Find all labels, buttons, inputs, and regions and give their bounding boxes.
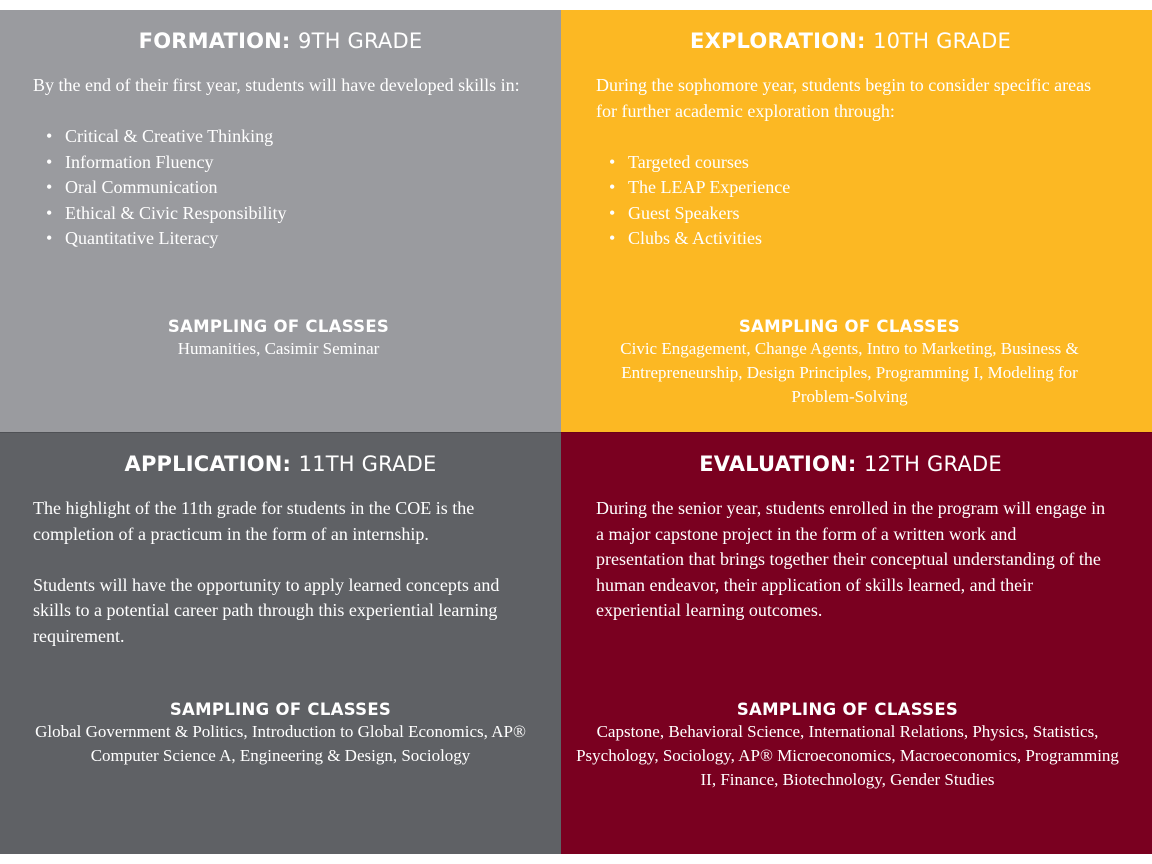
sampling-title: SAMPLING OF CLASSES: [169, 700, 392, 719]
evaluation-heading: [561, 450, 1152, 478]
evaluation-panel: [561, 432, 1152, 854]
formation-intro: By the end of their first year, students will have developed skills in:: [33, 75, 520, 95]
evaluation-sampling: [561, 699, 1152, 792]
list-item: • Oral Communication: [33, 175, 533, 201]
list-item: • The LEAP Experience: [596, 175, 1106, 201]
application-heading-grade: 11TH GRADE: [298, 452, 437, 476]
sampling-classes: Civic Engagement, Change Agents, Intro to Marketing, Business & Entrepreneurship, Design Principles, Programming I, Modeling for Problem-Solving: [620, 339, 1079, 406]
sampling-title: SAMPLING OF CLASSES: [738, 317, 961, 336]
evaluation-paragraph: During the senior year, students enrolled in the program will engage in a major capstone project in the form of a written work and presentation that brings together their conceptual understanding of the human endeavor, their application of skills learned, and their experiential learning outcomes.: [596, 498, 1106, 620]
application-panel: [0, 432, 561, 854]
list-item: • Information Fluency: [33, 150, 533, 176]
evaluation-heading-grade: 12TH GRADE: [863, 452, 1002, 476]
list-item: • Quantitative Literacy: [33, 226, 533, 252]
exploration-body: [596, 73, 1106, 252]
application-paragraph: Students will have the opportunity to apply learned concepts and skills to a potential career path through this experiential learning requirement.: [33, 574, 500, 646]
list-item: • Clubs & Activities: [596, 226, 1106, 252]
application-sampling: [0, 699, 561, 768]
formation-skill-list: [33, 124, 533, 252]
exploration-heading: [561, 27, 1152, 55]
sampling-title: SAMPLING OF CLASSES: [736, 700, 959, 719]
formation-body: [33, 73, 533, 252]
list-item: • Ethical & Civic Responsibility: [33, 201, 533, 227]
sampling-classes: Global Government & Politics, Introduction to Global Economics, AP® Computer Science A, Engineering & Design, Sociology: [35, 722, 526, 765]
formation-sampling: [0, 316, 561, 361]
evaluation-body: [596, 496, 1106, 624]
formation-heading-label: FORMATION:: [138, 29, 291, 53]
evaluation-heading-label: EVALUATION:: [699, 452, 857, 476]
list-item: • Critical & Creative Thinking: [33, 124, 533, 150]
application-heading-label: APPLICATION:: [124, 452, 292, 476]
application-paragraph: The highlight of the 11th grade for students in the COE is the completion of a practicum in the form of an internship.: [33, 498, 475, 544]
application-body: [33, 496, 533, 649]
exploration-heading-label: EXPLORATION:: [690, 29, 866, 53]
formation-heading: [0, 27, 561, 55]
exploration-panel: [561, 10, 1152, 432]
application-heading: [0, 450, 561, 478]
list-item: • Targeted courses: [596, 150, 1106, 176]
exploration-intro: During the sophomore year, students begin to consider specific areas for further academic exploration through:: [596, 75, 1092, 121]
formation-heading-grade: 9TH GRADE: [298, 29, 423, 53]
sampling-title: SAMPLING OF CLASSES: [167, 317, 390, 336]
exploration-list: [596, 150, 1106, 252]
exploration-sampling: [561, 316, 1152, 409]
sampling-classes: Humanities, Casimir Seminar: [177, 339, 380, 358]
list-item: • Guest Speakers: [596, 201, 1106, 227]
exploration-heading-grade: 10TH GRADE: [873, 29, 1011, 53]
sampling-classes: Capstone, Behavioral Science, International Relations, Physics, Statistics, Psychology, Sociology, AP® Microeconomics, Macroeconomics, Programming II, Finance, Biotechnology, Gender Studies: [576, 722, 1119, 789]
grade-grid: [0, 10, 1152, 854]
formation-panel: [0, 10, 561, 432]
